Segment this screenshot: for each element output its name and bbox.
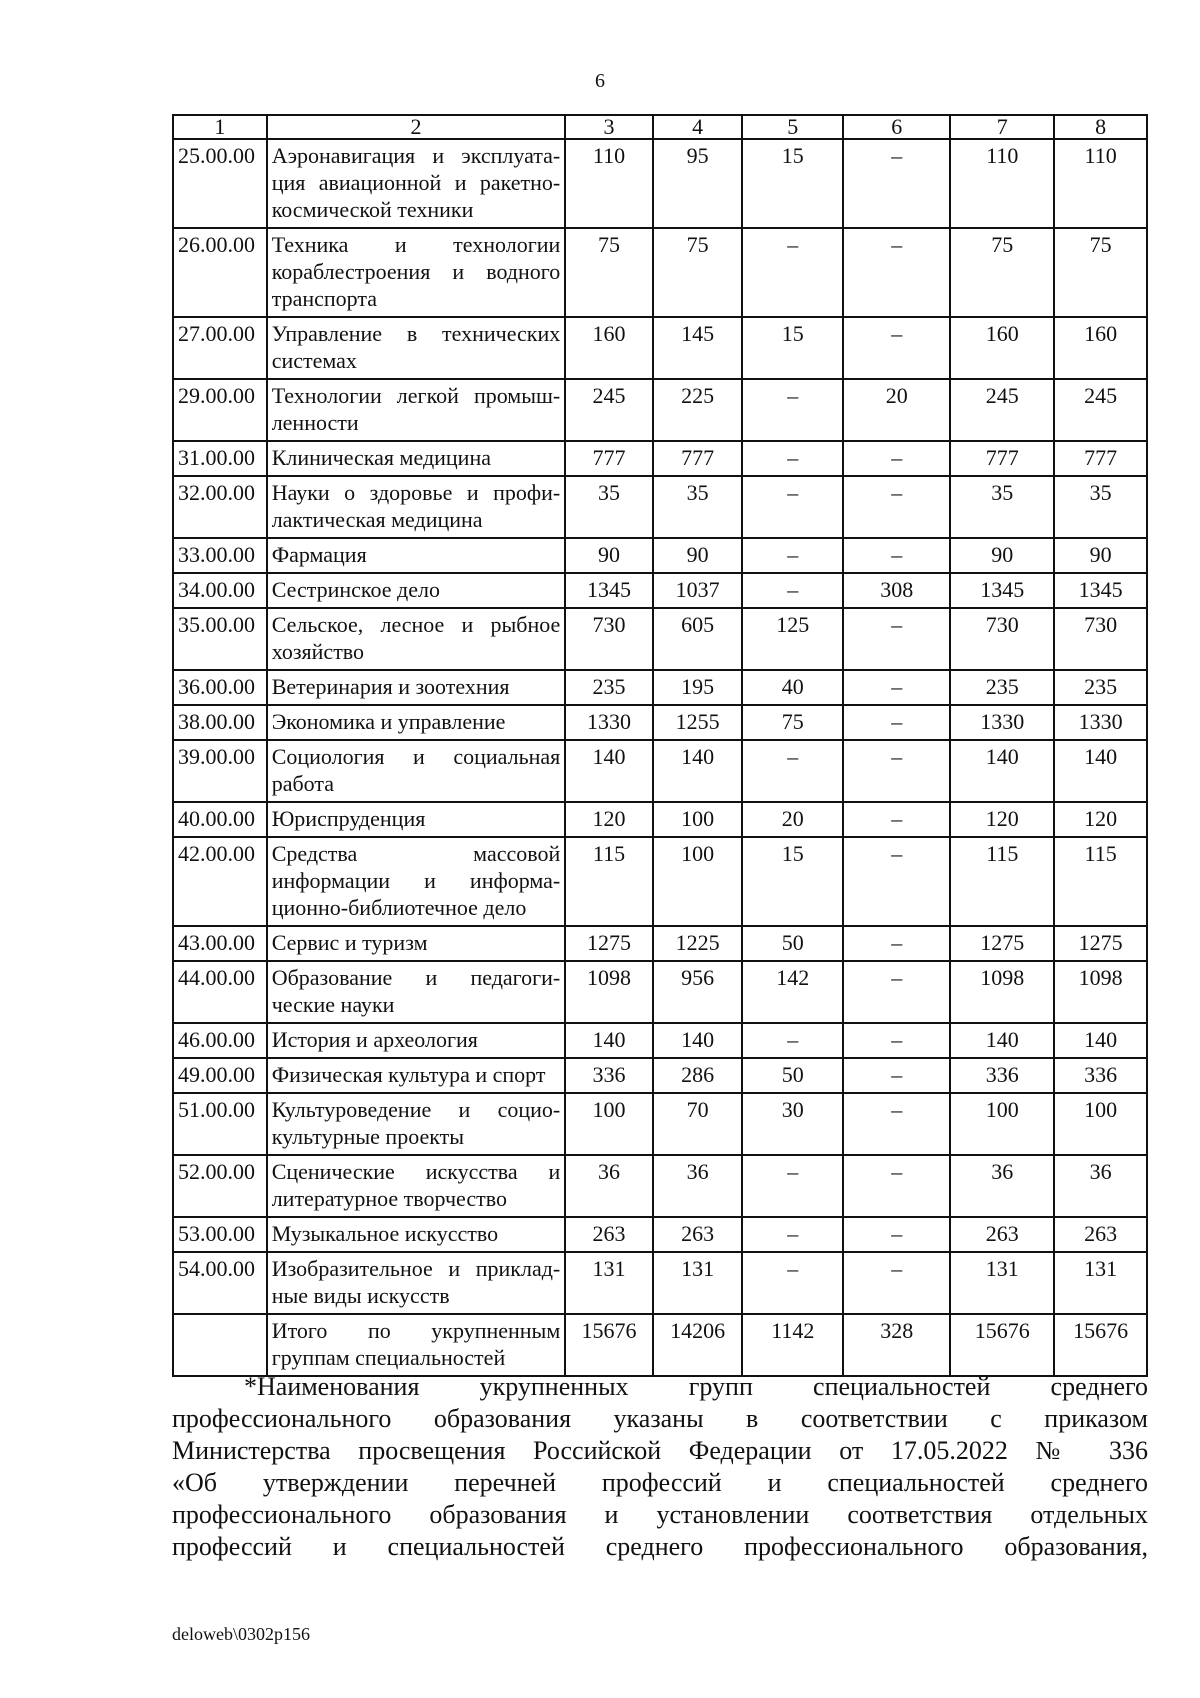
- value-cell-col-7: 75: [950, 228, 1054, 317]
- value-cell-col-3: 730: [565, 608, 653, 670]
- value-cell-col-7: 140: [950, 1023, 1054, 1058]
- value-cell-col-4: 1225: [653, 926, 743, 961]
- value-cell-col-7: 120: [950, 802, 1054, 837]
- table-row: [173, 608, 1147, 670]
- value-cell-col-8: 115: [1054, 837, 1147, 926]
- value-cell-col-7: 245: [950, 379, 1054, 441]
- value-cell-col-3: 90: [565, 538, 653, 573]
- value-cell-col-5: 40: [742, 670, 843, 705]
- specialty-name: Сестринское дело: [267, 573, 566, 608]
- footnote: [172, 1371, 1148, 1563]
- footnote-line: профессионального образования указаны в соответствии с приказом: [172, 1404, 1148, 1433]
- specialty-code: 39.00.00: [173, 740, 267, 802]
- header-row: [173, 115, 1147, 139]
- value-cell-col-6: –: [843, 1093, 950, 1155]
- specialty-name: Ветеринария и зоотехния: [267, 670, 566, 705]
- specialty-code: 49.00.00: [173, 1058, 267, 1093]
- specialty-code: 51.00.00: [173, 1093, 267, 1155]
- table-row: [173, 1093, 1147, 1155]
- table-row: [173, 139, 1147, 228]
- value-cell-col-6: –: [843, 961, 950, 1023]
- specialty-name: Сервис и туризм: [267, 926, 566, 961]
- footnote-line: профессионального образования и установлении соответствия отдельных: [172, 1500, 1148, 1529]
- total-row: [173, 1314, 1147, 1376]
- specialty-name: Физическая культура и спорт: [267, 1058, 566, 1093]
- specialty-name: Образование и педагоги-ческие науки: [267, 961, 566, 1023]
- specialty-name: Аэронавигация и эксплуата-ция авиационной и ракетно-космической техники: [267, 139, 566, 228]
- value-cell-col-7: 1098: [950, 961, 1054, 1023]
- value-cell-col-6: –: [843, 740, 950, 802]
- specialty-name: Сценические искусства и литературное творчество: [267, 1155, 566, 1217]
- value-cell-col-3: 120: [565, 802, 653, 837]
- specialty-name: Изобразительное и приклад-ные виды искусств: [267, 1252, 566, 1314]
- value-cell-col-5: 15: [742, 317, 843, 379]
- value-cell-col-4: 140: [653, 740, 743, 802]
- value-cell-col-6: –: [843, 139, 950, 228]
- column-header: 6: [843, 115, 950, 139]
- specialty-name: Фармация: [267, 538, 566, 573]
- value-cell-col-6: –: [843, 1058, 950, 1093]
- table-row: [173, 573, 1147, 608]
- value-cell-col-6: –: [843, 1023, 950, 1058]
- value-cell-col-6: 308: [843, 573, 950, 608]
- value-cell-col-3: 140: [565, 740, 653, 802]
- value-cell-col-7: 115: [950, 837, 1054, 926]
- specialty-code: 43.00.00: [173, 926, 267, 961]
- value-cell-col-3: 15676: [565, 1314, 653, 1376]
- value-cell-col-8: 235: [1054, 670, 1147, 705]
- value-cell-col-3: 110: [565, 139, 653, 228]
- table-row: [173, 802, 1147, 837]
- table-row: [173, 705, 1147, 740]
- table-row: [173, 538, 1147, 573]
- value-cell-col-6: 328: [843, 1314, 950, 1376]
- value-cell-col-6: –: [843, 441, 950, 476]
- value-cell-col-4: 956: [653, 961, 743, 1023]
- specialty-name: Экономика и управление: [267, 705, 566, 740]
- value-cell-col-5: 15: [742, 139, 843, 228]
- value-cell-col-8: 1330: [1054, 705, 1147, 740]
- value-cell-col-3: 160: [565, 317, 653, 379]
- value-cell-col-6: –: [843, 802, 950, 837]
- value-cell-col-5: 125: [742, 608, 843, 670]
- table-row: [173, 1155, 1147, 1217]
- value-cell-col-3: 131: [565, 1252, 653, 1314]
- specialty-code: 33.00.00: [173, 538, 267, 573]
- table-row: [173, 670, 1147, 705]
- specialty-name: Науки о здоровье и профи-лактическая медицина: [267, 476, 566, 538]
- table-row: [173, 1023, 1147, 1058]
- value-cell-col-3: 245: [565, 379, 653, 441]
- value-cell-col-7: 336: [950, 1058, 1054, 1093]
- value-cell-col-4: 225: [653, 379, 743, 441]
- specialty-code: 25.00.00: [173, 139, 267, 228]
- value-cell-col-7: 1330: [950, 705, 1054, 740]
- specialty-name: Сельское, лесное и рыбное хозяйство: [267, 608, 566, 670]
- specialty-code: 52.00.00: [173, 1155, 267, 1217]
- table-row: [173, 317, 1147, 379]
- value-cell-col-3: 1345: [565, 573, 653, 608]
- table-row: [173, 926, 1147, 961]
- value-cell-col-5: 75: [742, 705, 843, 740]
- value-cell-col-5: 50: [742, 1058, 843, 1093]
- value-cell-col-4: 100: [653, 837, 743, 926]
- value-cell-col-4: 131: [653, 1252, 743, 1314]
- value-cell-col-4: 145: [653, 317, 743, 379]
- specialty-code: 53.00.00: [173, 1217, 267, 1252]
- value-cell-col-6: –: [843, 926, 950, 961]
- value-cell-col-8: 336: [1054, 1058, 1147, 1093]
- value-cell-col-3: 1098: [565, 961, 653, 1023]
- value-cell-col-7: 35: [950, 476, 1054, 538]
- value-cell-col-8: 110: [1054, 139, 1147, 228]
- value-cell-col-4: 1255: [653, 705, 743, 740]
- value-cell-col-3: 35: [565, 476, 653, 538]
- specialty-name: Техника и технологии кораблестроения и водного транспорта: [267, 228, 566, 317]
- specialty-code: 40.00.00: [173, 802, 267, 837]
- table-row: [173, 441, 1147, 476]
- value-cell-col-3: 1330: [565, 705, 653, 740]
- value-cell-col-4: 95: [653, 139, 743, 228]
- value-cell-col-3: 777: [565, 441, 653, 476]
- value-cell-col-5: –: [742, 1252, 843, 1314]
- value-cell-col-8: 35: [1054, 476, 1147, 538]
- specialty-code: 44.00.00: [173, 961, 267, 1023]
- footnote-line: *Наименования укрупненных групп специальностей среднего: [244, 1372, 1148, 1401]
- column-header: 4: [653, 115, 743, 139]
- value-cell-col-3: 263: [565, 1217, 653, 1252]
- footnote-line: профессий и специальностей среднего профессионального образования,: [172, 1532, 1148, 1561]
- specialty-code: 29.00.00: [173, 379, 267, 441]
- column-header: 2: [267, 115, 566, 139]
- value-cell-col-5: 30: [742, 1093, 843, 1155]
- value-cell-col-6: –: [843, 705, 950, 740]
- value-cell-col-8: 1275: [1054, 926, 1147, 961]
- value-cell-col-6: –: [843, 670, 950, 705]
- value-cell-col-3: 115: [565, 837, 653, 926]
- specialty-name: Социология и социальная работа: [267, 740, 566, 802]
- specialty-code: 34.00.00: [173, 573, 267, 608]
- value-cell-col-5: 20: [742, 802, 843, 837]
- specialty-name: Юриспруденция: [267, 802, 566, 837]
- specialty-code: 32.00.00: [173, 476, 267, 538]
- value-cell-col-4: 90: [653, 538, 743, 573]
- value-cell-col-8: 120: [1054, 802, 1147, 837]
- value-cell-col-4: 605: [653, 608, 743, 670]
- document-id: deloweb\0302p156: [172, 1624, 310, 1644]
- value-cell-col-4: 100: [653, 802, 743, 837]
- column-header: 3: [565, 115, 653, 139]
- value-cell-col-5: –: [742, 228, 843, 317]
- value-cell-col-7: 15676: [950, 1314, 1054, 1376]
- value-cell-col-7: 235: [950, 670, 1054, 705]
- column-header: 5: [742, 115, 843, 139]
- table-row: [173, 476, 1147, 538]
- value-cell-col-5: 50: [742, 926, 843, 961]
- value-cell-col-6: –: [843, 317, 950, 379]
- value-cell-col-6: –: [843, 476, 950, 538]
- value-cell-col-5: –: [742, 1155, 843, 1217]
- value-cell-col-8: 100: [1054, 1093, 1147, 1155]
- value-cell-col-3: 140: [565, 1023, 653, 1058]
- value-cell-col-8: 36: [1054, 1155, 1147, 1217]
- column-header: 7: [950, 115, 1054, 139]
- value-cell-col-3: 336: [565, 1058, 653, 1093]
- specialty-name: Культуроведение и социо-культурные проекты: [267, 1093, 566, 1155]
- value-cell-col-5: 1142: [742, 1314, 843, 1376]
- value-cell-col-3: 100: [565, 1093, 653, 1155]
- value-cell-col-7: 1345: [950, 573, 1054, 608]
- footnote-line: «Об утверждении перечней профессий и специальностей среднего: [172, 1468, 1148, 1497]
- value-cell-col-7: 131: [950, 1252, 1054, 1314]
- value-cell-col-5: 15: [742, 837, 843, 926]
- value-cell-col-8: 730: [1054, 608, 1147, 670]
- value-cell-col-8: 140: [1054, 1023, 1147, 1058]
- value-cell-col-8: 777: [1054, 441, 1147, 476]
- value-cell-col-3: 75: [565, 228, 653, 317]
- value-cell-col-4: 70: [653, 1093, 743, 1155]
- specialty-code: 38.00.00: [173, 705, 267, 740]
- table-row: [173, 1217, 1147, 1252]
- specialty-name: Средства массовой информации и информа-ционно-библиотечное дело: [267, 837, 566, 926]
- value-cell-col-7: 1275: [950, 926, 1054, 961]
- value-cell-col-6: –: [843, 1217, 950, 1252]
- value-cell-col-8: 140: [1054, 740, 1147, 802]
- value-cell-col-7: 160: [950, 317, 1054, 379]
- value-cell-col-7: 730: [950, 608, 1054, 670]
- value-cell-col-5: –: [742, 573, 843, 608]
- value-cell-col-8: 90: [1054, 538, 1147, 573]
- value-cell-col-5: –: [742, 379, 843, 441]
- table-row: [173, 740, 1147, 802]
- value-cell-col-5: 142: [742, 961, 843, 1023]
- specialty-name: Клиническая медицина: [267, 441, 566, 476]
- value-cell-col-6: –: [843, 608, 950, 670]
- table-row: [173, 379, 1147, 441]
- specialty-code: 27.00.00: [173, 317, 267, 379]
- specialty-code: 26.00.00: [173, 228, 267, 317]
- specialty-code: 35.00.00: [173, 608, 267, 670]
- value-cell-col-4: 35: [653, 476, 743, 538]
- value-cell-col-8: 75: [1054, 228, 1147, 317]
- value-cell-col-3: 36: [565, 1155, 653, 1217]
- value-cell-col-7: 90: [950, 538, 1054, 573]
- page-number: 6: [595, 70, 605, 92]
- footnote-line: Министерства просвещения Российской Федерации от 17.05.2022 № 336: [172, 1436, 1148, 1465]
- value-cell-col-6: –: [843, 538, 950, 573]
- value-cell-col-8: 160: [1054, 317, 1147, 379]
- value-cell-col-7: 140: [950, 740, 1054, 802]
- value-cell-col-8: 15676: [1054, 1314, 1147, 1376]
- value-cell-col-8: 1345: [1054, 573, 1147, 608]
- value-cell-col-5: –: [742, 476, 843, 538]
- specialty-name: Итого по укрупненным группам специальностей: [267, 1314, 566, 1376]
- table-row: [173, 837, 1147, 926]
- value-cell-col-7: 777: [950, 441, 1054, 476]
- value-cell-col-4: 36: [653, 1155, 743, 1217]
- value-cell-col-4: 1037: [653, 573, 743, 608]
- value-cell-col-7: 100: [950, 1093, 1054, 1155]
- column-header: 1: [173, 115, 267, 139]
- value-cell-col-7: 36: [950, 1155, 1054, 1217]
- value-cell-col-6: –: [843, 1252, 950, 1314]
- specialty-code: 31.00.00: [173, 441, 267, 476]
- specialty-name: Управление в технических системах: [267, 317, 566, 379]
- value-cell-col-4: 75: [653, 228, 743, 317]
- specialty-code: 36.00.00: [173, 670, 267, 705]
- value-cell-col-4: 14206: [653, 1314, 743, 1376]
- value-cell-col-5: –: [742, 1023, 843, 1058]
- value-cell-col-5: –: [742, 1217, 843, 1252]
- value-cell-col-5: –: [742, 740, 843, 802]
- value-cell-col-5: –: [742, 441, 843, 476]
- column-header: 8: [1054, 115, 1147, 139]
- specialty-name: Музыкальное искусство: [267, 1217, 566, 1252]
- value-cell-col-8: 263: [1054, 1217, 1147, 1252]
- value-cell-col-6: –: [843, 1155, 950, 1217]
- table-row: [173, 228, 1147, 317]
- value-cell-col-3: 235: [565, 670, 653, 705]
- specialty-code: 42.00.00: [173, 837, 267, 926]
- value-cell-col-8: 131: [1054, 1252, 1147, 1314]
- table-row: [173, 1058, 1147, 1093]
- specialty-code: [173, 1314, 267, 1376]
- specialty-code: 46.00.00: [173, 1023, 267, 1058]
- value-cell-col-8: 245: [1054, 379, 1147, 441]
- value-cell-col-5: –: [742, 538, 843, 573]
- value-cell-col-4: 140: [653, 1023, 743, 1058]
- value-cell-col-6: –: [843, 228, 950, 317]
- specialty-code: 54.00.00: [173, 1252, 267, 1314]
- table-row: [173, 1252, 1147, 1314]
- value-cell-col-4: 195: [653, 670, 743, 705]
- specialty-name: Технологии легкой промыш-ленности: [267, 379, 566, 441]
- value-cell-col-6: 20: [843, 379, 950, 441]
- specialty-name: История и археология: [267, 1023, 566, 1058]
- value-cell-col-4: 777: [653, 441, 743, 476]
- value-cell-col-7: 110: [950, 139, 1054, 228]
- value-cell-col-4: 286: [653, 1058, 743, 1093]
- value-cell-col-6: –: [843, 837, 950, 926]
- value-cell-col-3: 1275: [565, 926, 653, 961]
- value-cell-col-4: 263: [653, 1217, 743, 1252]
- value-cell-col-7: 263: [950, 1217, 1054, 1252]
- table-row: [173, 961, 1147, 1023]
- value-cell-col-8: 1098: [1054, 961, 1147, 1023]
- specialties-table: [172, 114, 1148, 1377]
